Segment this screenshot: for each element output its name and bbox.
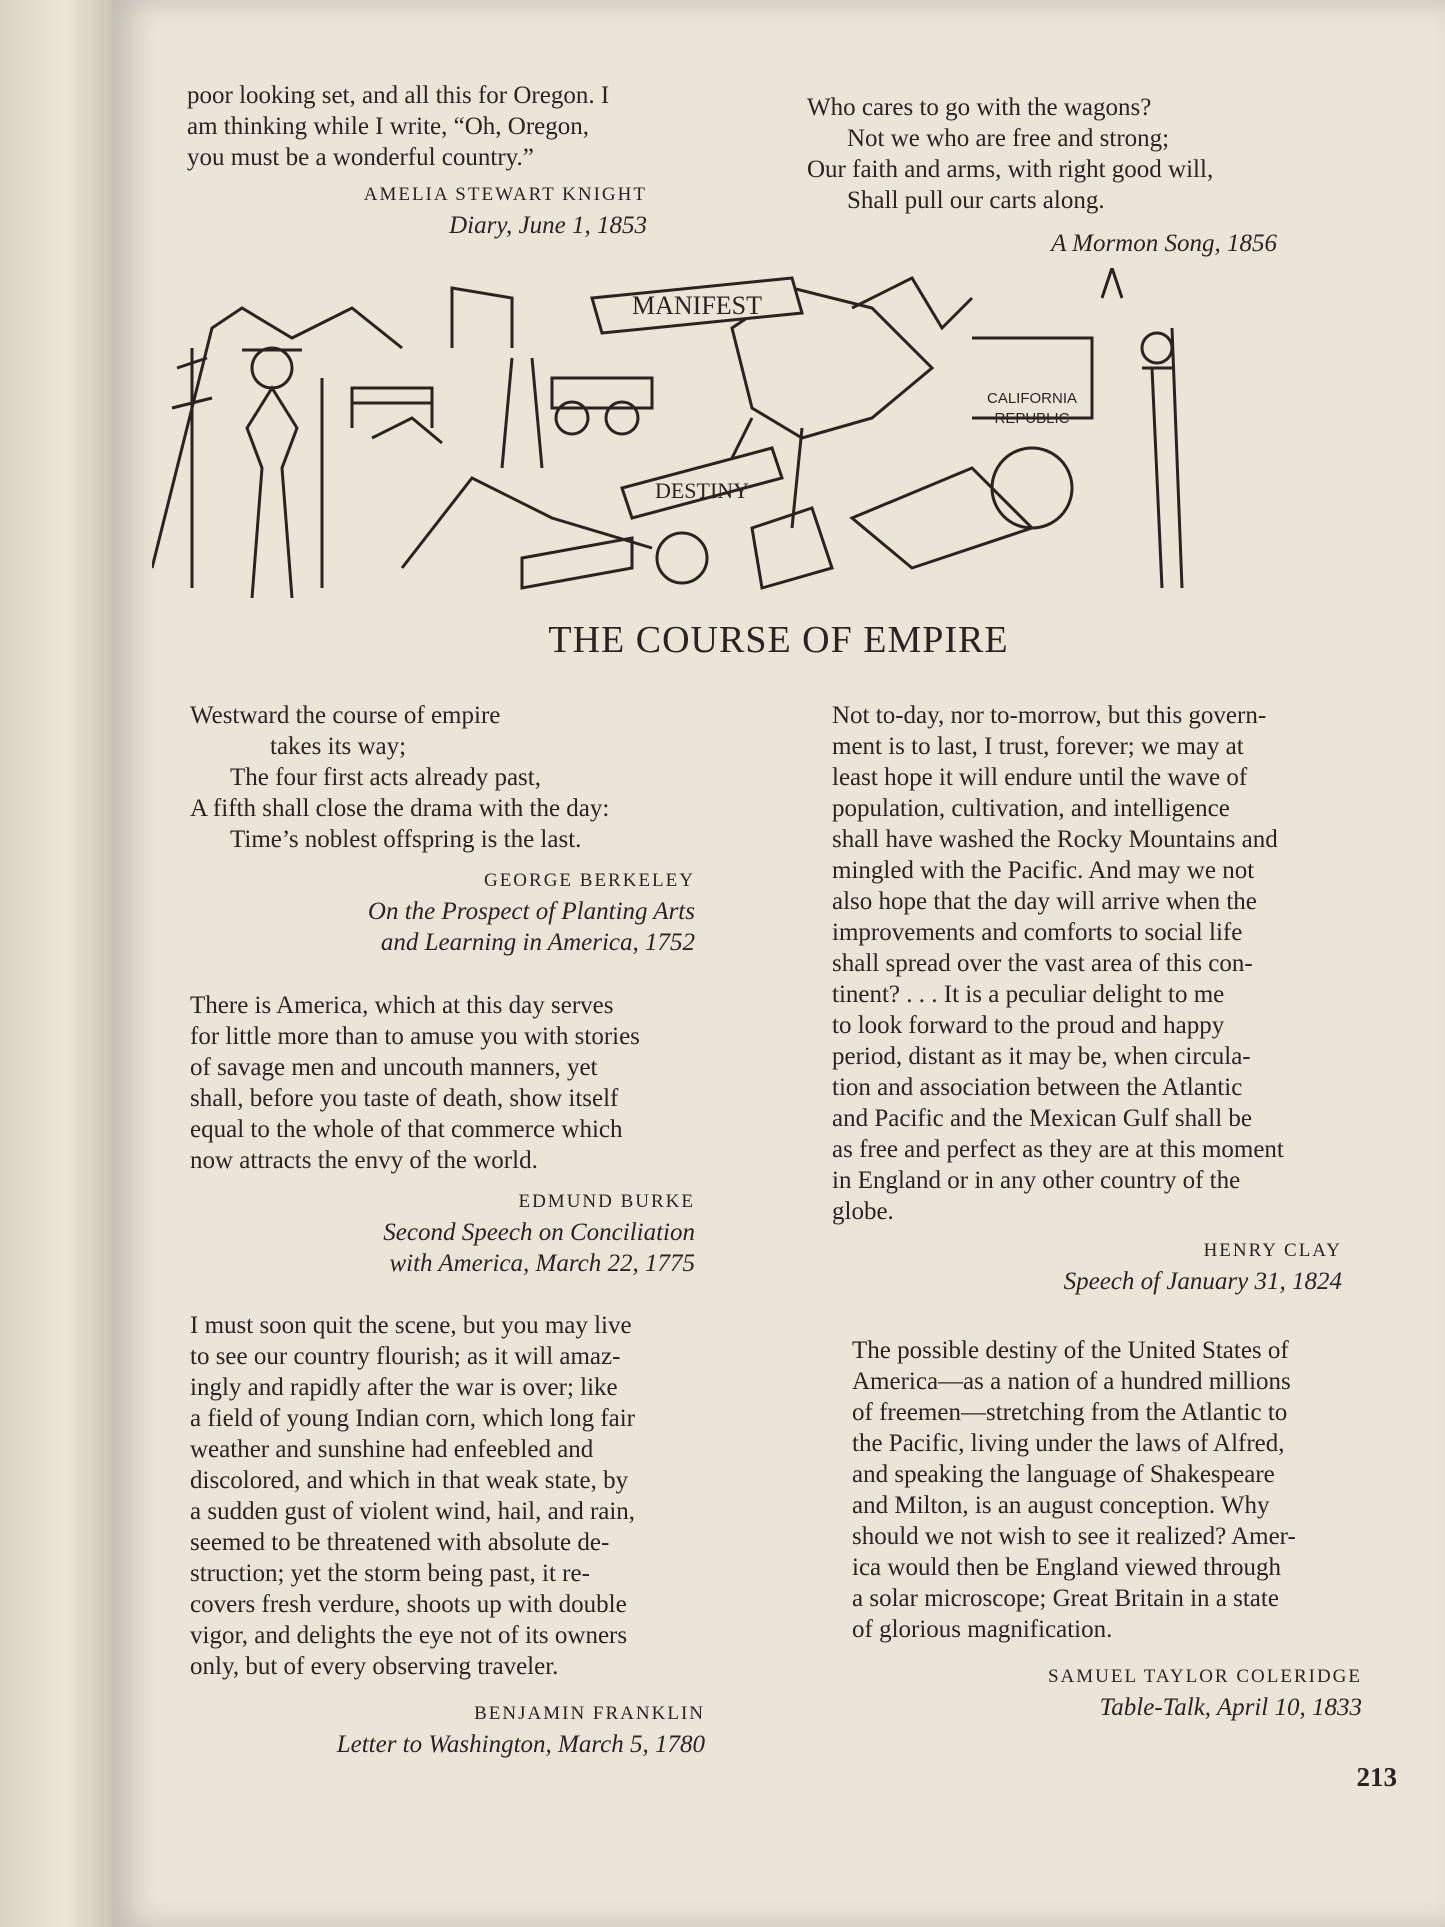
quote-line: only, but of every observing traveler. <box>190 1653 559 1680</box>
quote-line: tinent? . . . It is a peculiar delight to me <box>832 981 1225 1008</box>
quote-line: of freemen—stretching from the Atlantic to <box>852 1399 1288 1426</box>
quote-line: discolored, and which in that weak state, by <box>190 1467 629 1494</box>
quote-line: mingled with the Pacific. And may we not <box>832 857 1255 884</box>
soldier-rifle <box>1172 328 1182 588</box>
quote-line: I must soon quit the scene, but you may live <box>190 1312 632 1339</box>
quote-line: and Pacific and the Mexican Gulf shall be <box>832 1105 1252 1132</box>
quote-source: Letter to Washington, March 5, 1780 <box>336 1731 705 1758</box>
sailing-ship <box>452 288 512 348</box>
quote-author: SAMUEL TAYLOR COLERIDGE <box>1047 1666 1362 1687</box>
quote-line: the Pacific, living under the laws of Alfred, <box>852 1430 1285 1457</box>
quote-line: to see our country flourish; as it will amaz- <box>190 1343 621 1370</box>
quote-line: least hope it will endure until the wave of <box>832 764 1248 791</box>
flag-line-1: CALIFORNIA <box>986 390 1078 407</box>
cart-wheel <box>992 448 1072 528</box>
quote-line: tion and association between the Atlantic <box>832 1074 1243 1101</box>
quote-source: On the Prospect of Planting Arts <box>367 898 695 925</box>
page-number: 213 <box>1356 1762 1397 1792</box>
manifest-banner <box>592 278 802 333</box>
quote-line: Time’s noblest offspring is the last. <box>230 826 582 853</box>
quote-line: ment is to last, I trust, forever; we may at <box>832 733 1244 760</box>
pioneer-figure <box>247 388 297 598</box>
coleridge-quote <box>852 1335 1362 1723</box>
quote-line: also hope that the day will arrive when the <box>832 888 1257 915</box>
quote-line: of glorious magnification. <box>852 1616 1113 1643</box>
mountain-outline <box>152 308 402 568</box>
quote-line: a sudden gust of violent wind, hail, and rain, <box>190 1498 636 1525</box>
facing-page-edge <box>0 0 118 1927</box>
quote-line: for little more than to amuse you with stories <box>190 1023 640 1050</box>
quote-source: Table-Talk, April 10, 1833 <box>1099 1694 1362 1721</box>
quote-source: with America, March 22, 1775 <box>389 1250 695 1277</box>
mission-tower <box>1102 268 1122 298</box>
quote-author: EDMUND BURKE <box>518 1191 695 1212</box>
flag-line-2: REPUBLIC <box>994 410 1070 427</box>
quote-line: and speaking the language of Shakespeare <box>852 1461 1275 1488</box>
burke-quote <box>190 990 695 1279</box>
quote-line: poor looking set, and all this for Oregon. I <box>187 82 610 109</box>
quote-author: HENRY CLAY <box>1203 1240 1342 1261</box>
quote-line: takes its way; <box>270 733 407 760</box>
quote-line: Who cares to go with the wagons? <box>807 94 1152 121</box>
quote-line: of savage men and uncouth manners, yet <box>190 1054 598 1081</box>
quote-line: The four first acts already past, <box>230 764 541 791</box>
quote-line: shall, before you taste of death, show itself <box>190 1085 619 1112</box>
quote-line: a solar microscope; Great Britain in a state <box>852 1585 1279 1612</box>
soldier-figure <box>1142 368 1172 588</box>
quote-author: BENJAMIN FRANKLIN <box>474 1703 705 1724</box>
quote-line: Not we who are free and strong; <box>847 125 1170 152</box>
quote-line: now attracts the envy of the world. <box>190 1147 538 1174</box>
quote-line: equal to the whole of that commerce which <box>190 1116 623 1143</box>
quote-line: to look forward to the proud and happy <box>832 1012 1225 1039</box>
figure-in-top-hat <box>502 358 542 468</box>
pioneer-head <box>252 348 292 388</box>
quote-line: struction; yet the storm being past, it re- <box>190 1560 590 1587</box>
wagon-outline <box>352 388 432 428</box>
quote-source: A Mormon Song, 1856 <box>1051 230 1277 257</box>
quote-line: Westward the course of empire <box>190 702 501 729</box>
quote-source: and Learning in America, 1752 <box>380 929 695 956</box>
quote-line: Our faith and arms, with right good will, <box>807 156 1214 183</box>
quote-line: Not to-day, nor to-morrow, but this govern- <box>832 702 1267 729</box>
manifest-destiny-illustration <box>152 268 1372 608</box>
quote-line: globe. <box>832 1198 894 1225</box>
manifest-banner-label: MANIFEST <box>631 291 763 320</box>
quote-line: Shall pull our carts along. <box>847 187 1105 214</box>
quote-line: shall spread over the vast area of this con- <box>832 950 1253 977</box>
cannon <box>522 538 632 588</box>
clay-quote <box>832 700 1342 1297</box>
quote-line: ica would then be England viewed through <box>852 1554 1282 1581</box>
quote-line: vigor, and delights the eye not of its owners <box>190 1622 628 1649</box>
franklin-quote <box>190 1310 705 1760</box>
destiny-banner-label: DESTINY <box>654 478 750 503</box>
quote-line: There is America, which at this day serves <box>190 992 614 1019</box>
quote-line: as free and perfect as they are at this moment <box>832 1136 1284 1163</box>
book-page <box>112 0 1445 1927</box>
railroad-track <box>402 478 652 568</box>
quote-line: covers fresh verdure, shoots up with double <box>190 1591 627 1618</box>
berkeley-quote <box>190 700 695 958</box>
knight-quote <box>187 80 647 241</box>
quote-source: Diary, June 1, 1853 <box>449 212 647 239</box>
quote-line: The possible destiny of the United States of <box>852 1337 1289 1364</box>
quote-line: America—as a nation of a hundred millions <box>852 1368 1291 1395</box>
star-flag <box>852 278 972 328</box>
quote-source: Speech of January 31, 1824 <box>1063 1268 1342 1295</box>
quote-source: Second Speech on Conciliation <box>383 1219 695 1246</box>
quote-line: in England or in any other country of the <box>832 1167 1241 1194</box>
quote-line: A fifth shall close the drama with the day: <box>190 795 610 822</box>
quote-line: a field of young Indian corn, which long fair <box>190 1405 636 1432</box>
quote-author: AMELIA STEWART KNIGHT <box>363 184 647 205</box>
quote-line: population, cultivation, and intelligence <box>832 795 1230 822</box>
quote-line: weather and sunshine had enfeebled and <box>190 1436 594 1463</box>
quote-line: improvements and comforts to social life <box>832 919 1243 946</box>
quote-line: am thinking while I write, “Oh, Oregon, <box>187 113 589 140</box>
quote-line: you must be a wonderful country.” <box>187 144 534 171</box>
quote-line: ingly and rapidly after the war is over; like <box>190 1374 618 1401</box>
soldier-head <box>1142 333 1172 363</box>
quote-line: period, distant as it may be, when circula- <box>832 1043 1251 1070</box>
quote-line: and Milton, is an august conception. Why <box>852 1492 1270 1519</box>
destiny-banner <box>622 448 782 518</box>
quote-author: GEORGE BERKELEY <box>483 870 695 891</box>
page-title: THE COURSE OF EMPIRE <box>548 619 1009 661</box>
quote-line: seemed to be threatened with absolute de- <box>190 1529 610 1556</box>
mormon-song-quote <box>807 92 1277 259</box>
cannonball <box>657 533 707 583</box>
quote-line: shall have washed the Rocky Mountains and <box>832 826 1278 853</box>
quote-line: should we not wish to see it realized? Amer- <box>852 1523 1296 1550</box>
